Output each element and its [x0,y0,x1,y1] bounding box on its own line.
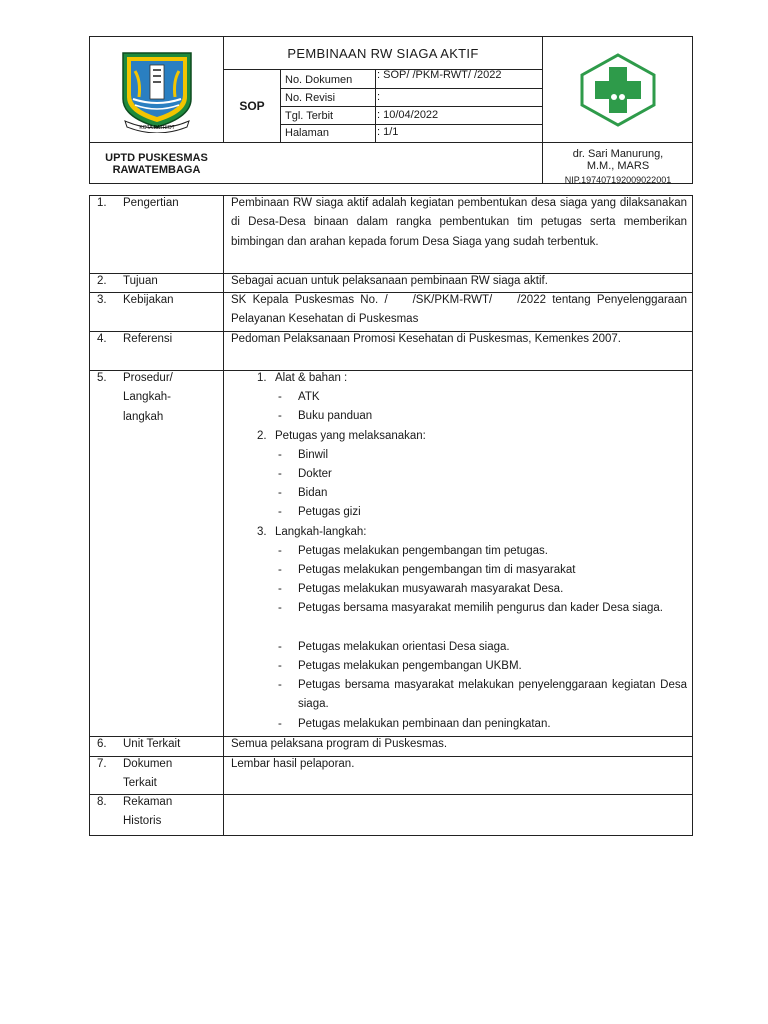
list-dash: - [278,545,282,557]
list-dash: - [278,602,282,614]
org-line-1: UPTD PUSKESMAS [105,151,208,164]
puskesmas-logo [543,37,693,142]
signer-title: M.M., MARS [586,160,650,172]
section-label: Referensi [123,333,173,345]
section-number: 3. [97,294,107,306]
signer-name: dr. Sari Manurung, [572,148,664,160]
procedure-item: ATK [298,391,320,403]
list-dash: - [278,487,282,499]
procedure-item: Petugas melakukan pembinaan dan peningkatan. [298,718,551,730]
meta-row-no-dokumen [281,69,542,87]
city-emblem-icon [117,47,197,133]
list-dash: - [278,718,282,730]
section-label: Prosedur/ Langkah- langkah [123,372,173,423]
procedure-item: Bidan [298,487,328,499]
organization-name [90,143,223,184]
signature-block [543,143,693,184]
header-table [89,36,693,184]
procedure-item: Petugas melakukan pengembangan UKBM. [298,660,522,672]
procedure-item: Petugas melakukan pengembangan tim di masyarakat [298,564,576,576]
procedure-group-number: 2. [257,430,267,442]
procedure-item: Binwil [298,449,329,461]
document-title: PEMBINAAN RW SIAGA AKTIF [287,45,479,61]
meta-value: : 10/04/2022 [377,109,439,121]
sop-label: SOP [239,99,265,113]
procedure-item: Petugas bersama masyarakat melakukan penyelenggaraan kegiatan Desa siaga. [298,679,687,711]
section-text: SK Kepala Puskesmas No. / /SK/PKM-RWT/ /2022 tentang Penyelenggaraan Pelayanan Kesehatan di Puskesmas [231,294,691,326]
procedure-item: Dokter [298,468,332,480]
section-number: 2. [97,275,107,287]
section-number: 4. [97,333,107,345]
meta-key: Tgl. Terbit [285,110,334,122]
section-text: Semua pelaksana program di Puskesmas. [231,738,448,750]
meta-row-halaman [281,127,542,141]
meta-key: Halaman [285,127,330,139]
meta-key: No. Dokumen [285,74,353,86]
section-text: Pedoman Pelaksanaan Promosi Kesehatan di Puskesmas, Kemenkes 2007. [231,333,621,345]
section-text: Sebagai acuan untuk pelaksanaan pembinaan RW siaga aktif. [231,275,548,287]
meta-value: : SOP/ /PKM-RWT/ /2022 [377,69,502,81]
section-label: Unit Terkait [123,738,181,750]
list-dash: - [278,583,282,595]
content-table [89,195,693,836]
procedure-group-title: Petugas yang melaksanakan: [275,430,426,442]
procedure-item: Petugas gizi [298,506,361,518]
meta-row-tgl-terbit [281,110,542,124]
section-label: Dokumen Terkait [123,758,173,790]
procedure-group-number: 1. [257,372,267,384]
list-dash: - [278,564,282,576]
list-dash: - [278,660,282,672]
section-text: Pembinaan RW siaga aktif adalah kegiatan pembentukan desa siaga yang dilaksanakan di Desa-Desa binaan dalam rangka pembentukan tim petugas serta memberikan bimbingan dan arahan kepada forum Desa Siaga yang sudah terbentuk. [231,197,687,248]
list-dash: - [278,410,282,422]
list-dash: - [278,391,282,403]
org-line-2: RAWATEMBAGA [112,163,201,176]
signer-nip: NIP.197407192009022001 [564,175,672,185]
section-number: 6. [97,738,107,750]
meta-value: : 1/1 [377,126,399,138]
procedure-item: Buku panduan [298,410,373,422]
list-dash: - [278,641,282,653]
section-label: Rekaman Historis [123,796,173,828]
procedure-group-number: 3. [257,526,267,538]
section-text: Lembar hasil pelaporan. [231,758,355,770]
procedure-item: Petugas melakukan orientasi Desa siaga. [298,641,510,653]
procedure-group-title: Alat & bahan : [275,372,348,384]
meta-row-no-revisi [281,92,542,106]
procedure-item: Petugas melakukan musyawarah masyarakat Desa. [298,583,564,595]
section-number: 8. [97,796,107,808]
procedure-item: Petugas melakukan pengembangan tim petugas. [298,545,548,557]
section-number: 1. [97,197,107,209]
section-number: 7. [97,758,107,770]
list-dash: - [278,506,282,518]
section-label: Kebijakan [123,294,174,306]
list-dash: - [278,679,282,691]
list-dash: - [278,449,282,461]
procedure-group-title: Langkah-langkah: [275,526,367,538]
section-number: 5. [97,372,107,384]
list-dash: - [278,468,282,480]
meta-value: : [377,91,381,103]
svg-text:KOTA PATRIOT: KOTA PATRIOT [138,124,175,131]
health-cross-icon [578,53,658,127]
section-label: Tujuan [123,275,158,287]
section-label: Pengertian [123,197,179,209]
city-logo [90,37,223,142]
meta-key: No. Revisi [285,92,336,104]
procedure-item: Petugas bersama masyarakat memilih pengurus dan kader Desa siaga. [298,602,663,614]
